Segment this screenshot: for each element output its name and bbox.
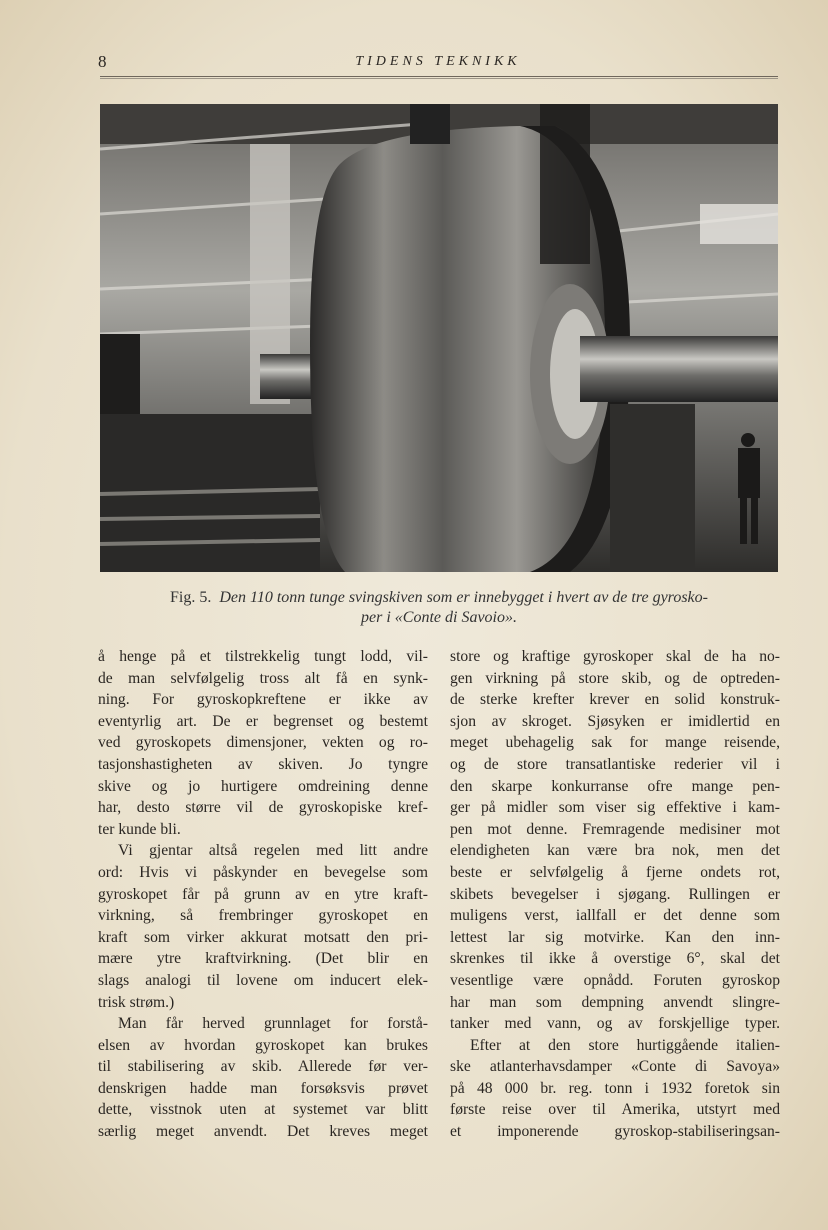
figure-label: Fig. 5.	[170, 589, 212, 606]
text-line: dette, visstnok uten at systemet var blitt	[98, 1101, 428, 1119]
text-line: ning. For gyroskopkreftene er ikke av	[98, 691, 428, 709]
text-line: skrenkes til ikke å overstige 6°, skal det	[450, 950, 780, 968]
text-column-right	[450, 646, 780, 1143]
text-line: de sterke krefter krever en solid konstruk-	[450, 691, 780, 709]
text-line: ter kunde bli.	[98, 820, 181, 838]
text-column-left	[98, 646, 428, 1143]
text-line: ger på midler som viser sig effektive i kam-	[450, 799, 780, 817]
running-header: TIDENS TEKNIKK	[355, 54, 521, 69]
text-line: den skarpe konkurranse ofre mange pen-	[450, 777, 780, 795]
text-line: store og kraftige gyroskoper skal de ha no-	[450, 648, 780, 665]
text-line: vesentlige være opnådd. Foruten gyroskop	[450, 971, 780, 989]
text-line: på 48 000 br. reg. tonn i 1932 foretok sin	[450, 1079, 780, 1097]
text-line: mære ytre kraftvirkning. (Det blir en	[98, 950, 428, 968]
text-line: skive og jo hurtigere omdreining denne	[98, 777, 428, 795]
text-line: trisk strøm.)	[98, 993, 175, 1011]
caption-line-2: per i «Conte di Savoio».	[361, 609, 517, 626]
text-line: Vi gjentar altså regelen med litt andre	[118, 842, 428, 860]
text-line: sjon av skroget. Sjøsyken er imidlertid en	[450, 712, 780, 730]
text-line: til stabilisering av skib. Allerede før ver-	[98, 1058, 428, 1076]
text-line: meget ubehagelig sak for mange reisende,	[450, 734, 780, 752]
text-line: tasjonshastigheten av skiven. Jo tyngre	[98, 755, 428, 773]
text-line: tanker med vann, og av forskjellige typer.	[450, 1015, 780, 1033]
text-line: kraft som virker akkurat motsatt den pri-	[98, 928, 428, 946]
text-line: beste er selvfølgelig å fjerne ondets rot,	[450, 863, 780, 881]
figure-photo-flywheel	[100, 104, 778, 572]
shaft-right	[580, 336, 778, 402]
text-line: muligens verst, iallfall er det denne som	[450, 907, 780, 925]
bearing-pedestal	[610, 404, 695, 572]
text-line: ord: Hvis vi påskynder en bevegelse som	[98, 863, 428, 881]
text-line: skibets bevegelser i sjøgang. Rullingen er	[450, 885, 780, 903]
text-line: har, desto større vil de gyroskopiske kref-	[98, 799, 428, 817]
text-line: et imponerende gyroskop-stabiliseringsan-	[450, 1123, 780, 1141]
text-line: de man selvfølgelig tross alt få en synk-	[98, 669, 428, 687]
text-line: har man som dempning anvendt slingre-	[450, 993, 780, 1011]
text-line: ved gyroskopets dimensjoner, vekten og ro-	[98, 734, 428, 752]
text-line: virkning, så frembringer gyroskopet en	[98, 907, 428, 925]
text-line: særlig meget anvendt. Det kreves meget	[98, 1123, 428, 1141]
figure-caption	[100, 588, 778, 628]
text-line: første reise over til Amerika, utstyrt med	[450, 1101, 780, 1119]
text-line: ske atlanterhavsdamper «Conte di Savoya»	[450, 1058, 780, 1076]
text-line: Man får herved grunnlaget for forstå-	[118, 1015, 428, 1033]
text-line: elsen av hvordan gyroskopet kan brukes	[98, 1036, 428, 1054]
text-line: slags analogi til lovene om inducert elek-	[98, 971, 428, 989]
caption-line-1: Den 110 tonn tunge svingskiven som er innebygget i hvert av de tre gyrosko-	[219, 589, 708, 606]
text-line: å henge på et tilstrekkelig tungt lodd, vil-	[98, 648, 428, 665]
text-line: elendigheten kan være bra nok, men det	[450, 842, 780, 860]
text-line: gen virkning på store skib, og de optreden-	[450, 669, 780, 687]
text-line: gyroskopet får på grunn av en ytre kraft-	[98, 885, 428, 903]
header-rule	[100, 76, 778, 79]
text-line: pen mot denne. Fremragende medisiner mot	[450, 820, 780, 838]
text-line: denskrigen hadde man forsøksvis prøvet	[98, 1079, 428, 1097]
text-line: eventyrlig art. De er begrenset og bestemt	[98, 712, 428, 730]
text-line: lettest lar sig motvirke. Kan den inn-	[450, 928, 780, 946]
page-number: 8	[98, 52, 107, 71]
text-line: Efter at den store hurtiggående italien-	[470, 1036, 780, 1054]
text-line: og de store transatlantiske rederier vil i	[450, 755, 780, 773]
